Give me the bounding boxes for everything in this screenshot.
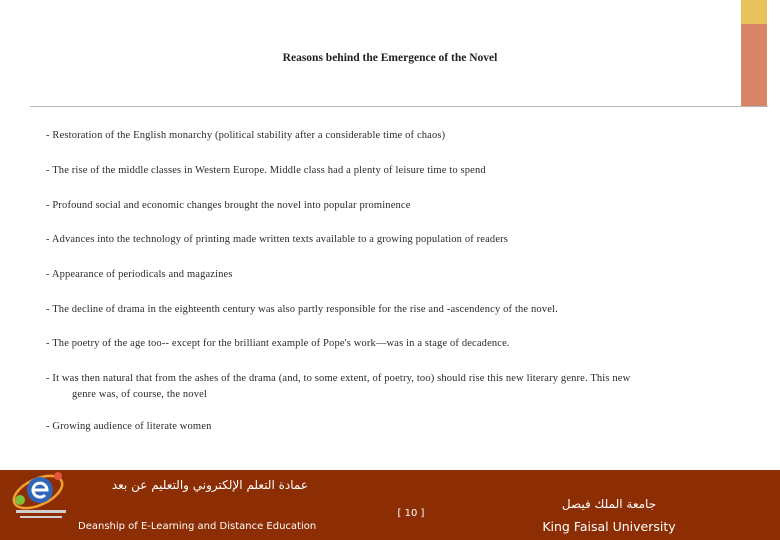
deanship-logo-icon xyxy=(8,466,74,526)
bullet-middle-classes: - The rise of the middle classes in Western Europe. Middle class had a plenty of leisure time to spend xyxy=(46,165,486,176)
bullet-new-genre-line1: - It was then natural that from the ashes of the drama (and, to some extent, of poetry, too) should rise this new literary genre. This new xyxy=(46,373,631,384)
deanship-arabic-name: عمادة التعلم الإلكتروني والتعليم عن بعد xyxy=(111,478,308,492)
bullet-poetry: - The poetry of the age too-- except for the brilliant example of Pope's work—was in a stage of decadence. xyxy=(46,338,510,349)
university-english-name: King Faisal University xyxy=(542,519,676,534)
bullet-literate-women: - Growing audience of literate women xyxy=(46,421,212,432)
bullet-drama-decline: - The decline of drama in the eighteenth century was also partly responsible for the rise and -ascendency of the novel. xyxy=(46,304,558,315)
bullet-restoration: - Restoration of the English monarchy (political stability after a considerable time of chaos) xyxy=(46,130,446,141)
bullet-social-changes: - Profound social and economic changes brought the novel into popular prominence xyxy=(46,200,411,211)
bullet-new-genre xyxy=(46,371,736,403)
deanship-english-name: Deanship of E-Learning and Distance Education xyxy=(78,521,317,532)
bullet-printing: - Advances into the technology of printing made written texts available to a growing population of readers xyxy=(46,234,509,245)
university-arabic-name: جامعة الملك فيصل xyxy=(561,497,657,511)
title-divider xyxy=(30,106,768,107)
bullet-new-genre-line2: genre was, of course, the novel xyxy=(72,389,207,400)
accent-bar-yellow xyxy=(741,0,767,24)
bullet-periodicals: - Appearance of periodicals and magazines xyxy=(46,269,233,280)
accent-bar-orange xyxy=(741,24,767,106)
page-number: [ 10 ] xyxy=(397,508,425,519)
slide-title: Reasons behind the Emergence of the Novel xyxy=(282,52,498,64)
